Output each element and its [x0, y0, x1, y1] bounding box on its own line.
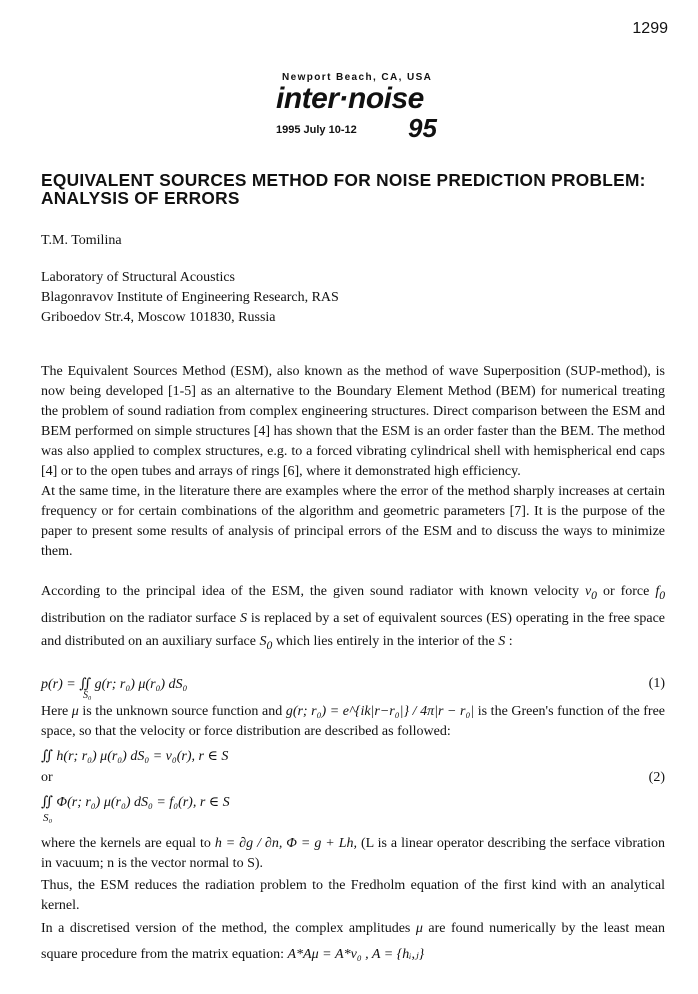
text-run: or force: [602, 584, 650, 599]
symbol-S0: $S_0$: [259, 633, 273, 652]
text-run: is the unknown source function and: [82, 704, 283, 719]
equation-2-or: [41, 770, 665, 786]
affiliation-line: Laboratory of Structural Acoustics: [41, 270, 236, 285]
matrix-equation: A*Aμ = A*v₀ , A = {hᵢ,ⱼ}: [287, 947, 425, 962]
equation-2a: [41, 748, 665, 765]
paragraph-discretised: [41, 916, 665, 968]
paragraph-kernels: [41, 834, 665, 874]
author-name: T.M. Tomilina: [41, 233, 122, 248]
paragraph: The Equivalent Sources Method (ESM), also known as the method of wave Superposition (SUP-method), is now being developed [1-5] as an alternative to the Boundary Element Method (BEM) for numerical treating the problem of sound radiation from complex engineering structures. Direct comparison between the ESM and BEM performed on simple structures [4] has shown that the ESM is an order faster than the BEM. The method was also applied to complex structures, e.g. to a forced vibrating cylindrical shell with hemispherical end caps [4] or to the open tubes and arrays of rings [6], where it demonstrated high efficiency.: [41, 364, 665, 479]
page-number: 1299: [632, 20, 668, 37]
equation-2b-body: ∬ Φ(r; r₀) μ(r₀) dS₀ = f₀(r), r ∈ S: [41, 795, 230, 810]
text-run: In a discretised version of the method, the complex amplitudes: [41, 921, 411, 936]
green-function: g(r; r₀) = e^{ik|r−r₀|} / 4π|r − r₀|: [285, 704, 475, 719]
paragraph-principle: [41, 580, 665, 657]
text-run: (L is a linear operator describing the serface vibration in vacuum; n is the vector normal to S).: [41, 836, 666, 871]
equation-2a-body: ∬ h(r; r₀) μ(r₀) dS₀ = v₀(r), r ∈ S: [41, 749, 229, 764]
conference-date: 1995 July 10-12: [276, 124, 357, 136]
affiliation-line: Griboedov Str.4, Moscow 101830, Russia: [41, 310, 276, 325]
symbol-S: S: [239, 610, 247, 626]
conference-year: 95: [408, 113, 437, 143]
paragraph: At the same time, in the literature there are examples where the error of the method sharply increases at certain frequency or for certain combinations of the algorithm and geometric parameters [7]. It is the purpose of the paper to present some results of analysis of principal errors of the ESM and to discuss the ways to minimize them.: [41, 484, 665, 559]
equation-number: (2): [648, 770, 665, 785]
affiliation-line: Blagonravov Institute of Engineering Research, RAS: [41, 290, 339, 305]
paper-title: EQUIVALENT SOURCES METHOD FOR NOISE PREDICTION PROBLEM: ANALYSIS OF ERRORS: [41, 170, 646, 208]
text-run: which lies entirely in the interior of the: [275, 633, 495, 649]
paragraph-here: [41, 702, 665, 742]
text-run: are found numerically by the least mean square procedure from the matrix equation:: [41, 921, 666, 962]
conference-logo: inter·noise: [276, 82, 424, 115]
kernel-formula: h = ∂g / ∂n, Φ = g + Lh,: [214, 836, 357, 851]
symbol-f0: $f_0$: [655, 584, 666, 602]
symbol-S: S: [498, 633, 506, 649]
or-text: or: [41, 770, 53, 785]
text-run: According to the principal idea of the ESM, the given sound radiator with known velocity: [41, 584, 579, 599]
text-run: :: [508, 633, 513, 649]
equation-number: (1): [648, 676, 665, 691]
text-run: is the Green's function of the free space, so that the velocity or force distribution are described as followed:: [41, 704, 666, 739]
text-run: Here: [41, 704, 69, 719]
paragraph-fredholm: Thus, the ESM reduces the radiation problem to the Fredholm equation of the first kind with an analytical kernel.: [41, 878, 665, 913]
text-run: where the kernels are equal to: [41, 836, 211, 851]
equation-1: [41, 676, 665, 701]
symbol-mu: μ: [415, 921, 423, 936]
symbol-v0: $v_0$: [584, 584, 597, 602]
text-run: is replaced by a set of equivalent sources (ES) operating in the free space and distributed on an auxiliary surface: [41, 610, 666, 649]
conference-place: Newport Beach, CA, USA: [282, 72, 433, 83]
symbol-mu: μ: [71, 704, 79, 719]
equation-2b: [41, 794, 665, 824]
paragraph-intro: [41, 362, 665, 562]
text-run: distribution on the radiator surface: [41, 610, 237, 626]
equation-1-body: p(r) = ∬ g(r; r₀) μ(r₀) dS₀: [41, 677, 188, 692]
affiliation: [41, 268, 339, 328]
integral-domain: S₀: [43, 812, 53, 824]
integral-domain: S₀: [83, 690, 92, 701]
